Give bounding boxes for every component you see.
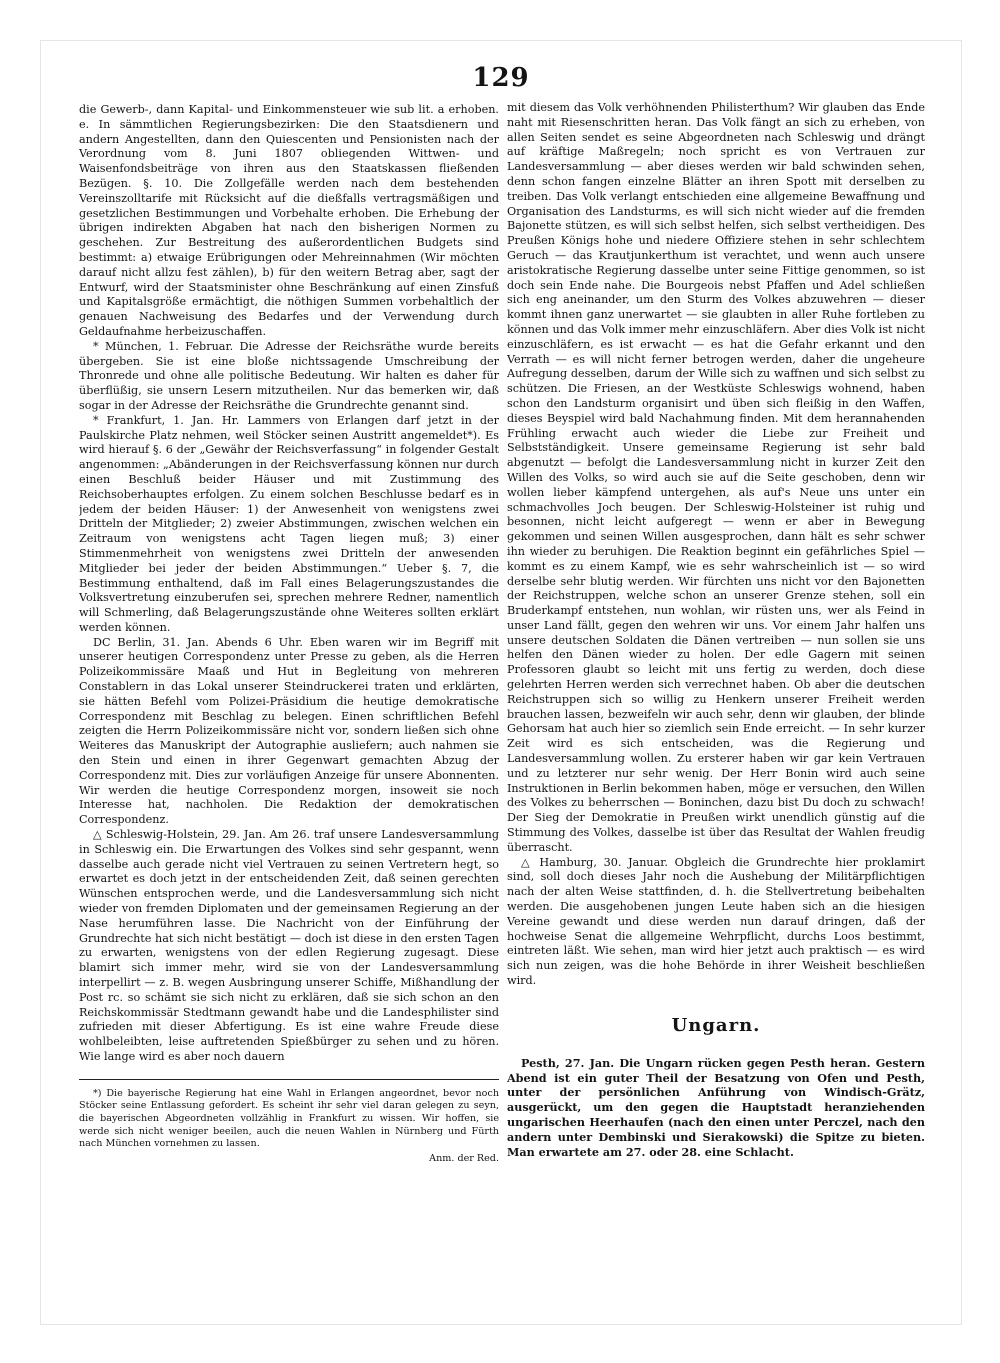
- footnote-divider: [79, 1079, 499, 1080]
- page-number: 129: [472, 63, 530, 93]
- article-taxes-continuation: die Gewerb-, dann Kapital- und Einkommensteuer wie sub lit. a erhoben. e. In sämmtlichen Regierungsbezirken: Die den Staatsdienern und andern Angestellten, dann den Quiescenten und Pensionisten nach der Verordnung vom 8. Juni 1807 obliegenden Wittwen- und Waisenfondsbeiträge von ihren aus den Staatskassen fließenden Bezügen. §. 10. Die Zollgefälle werden nach dem bestehenden Vereinszolltarife mit Rücksicht auf die dießfalls vertragsmäßigen und gesetzlichen Bestimmungen und Vorbehalte erhoben. Die Erhebung der übrigen indirekten Abgaben hat nach den bisherigen Normen zu geschehen. Zur Bestreitung des außerordentlichen Budgets sind bestimmt: a) etwaige Erübrigungen oder Mehreinnahmen (Wir möchten darauf nicht allzu fest zählen), b) für den weitern Betrag aber, sagt der Entwurf, wird der Staatsminister ohne Beschränkung auf einen Zinsfuß und Kapitalsgröße ermächtigt, die nöthigen Summen vorbehaltlich der genauen Nachweisung des Bedarfes und der Verwendung durch Geldaufnahme herbeizuschaffen.: [79, 103, 499, 338]
- article-berlin: DC Berlin, 31. Jan. Abends 6 Uhr. Eben waren wir im Begriff mit unserer heutigen Correspondenz unter Presse zu geben, als die Herren Polizeikommissäre Maaß und Hut in Begleitung von mehreren Constablern in das Lokal unserer Steindruckerei traten und erklärten, sie hätten Befehl vom Polizei-Präsidium die heutige demokratische Correspondenz mit Beschlag zu belegen. Einen schriftlichen Befehl zeigten die Herrn Polizeikommissäre nicht vor, sondern ließen sich ohne Weiteres das Manuskript der Autographie ausliefern; auch nahmen sie den Stein und einen in ihrer Gegenwart gemachten Abzug der Correspondenz mit. Dies zur vorläufigen Anzeige für unsere Abonnenten. Wir werden die heutige Correspondenz morgen, insoweit sie noch Interesse hat, nachholen. Die Redaktion der demokratischen Correspondenz.: [79, 635, 499, 827]
- footnote: [79, 1088, 499, 1166]
- ungarn-section: [507, 1056, 925, 1160]
- article-schleswig-holstein: △ Schleswig-Holstein, 29. Jan. Am 26. traf unsere Landesversammlung in Schleswig ein. Die Erwartungen des Volkes sind sehr gespannt, wenn dasselbe auch gerade nicht viel Vertrauen zu seinen Vertretern hegt, so erwartet es doch jetzt in der entscheidenden Zeit, daß seinen gerechten Wünschen entsprochen werde, und die Landesversammlung sich nicht wieder von fremden Diplomaten und der gemeinsamen Regierung an der Nase herumführen lasse. Die Nachricht von der Einführung der Grundrechte hat sich nicht bestätigt — doch ist diese in den ersten Tagen zu erwarten, wenigstens von der edlen Regierung zugesagt. Diese blamirt sich immer mehr, wird sie von der Landesversammlung interpellirt — z. B. wegen Ausbringung unserer Schiffe, Mißhandlung der Post rc. so schämt sie sich nicht zu erklären, daß sie sich schon an den Reichskommissär Stedtmann gewandt habe und die Landesphilister sind zufrieden mit dieser Abfertigung. Es ist eine wahre Freude diese wohlbeleibten, leise auftretenden Spießbürger zu sehen und zu hören. Wie lange wird es aber noch dauern: [79, 828, 499, 1063]
- newspaper-page: [40, 40, 962, 1325]
- footnote-signature: Anm. der Red.: [429, 1152, 499, 1164]
- article-muenchen: * München, 1. Februar. Die Adresse der Reichsräthe wurde bereits übergeben. Sie ist eine bloße nichtssagende Umschreibung der Thronrede und ohne alle politische Bedeutung. Wir halten es daher für überflüßig, sie unsern Lesern mitzutheilen. Nur das bemerken wir, daß sogar in der Adresse der Reichsräthe die Grundrechte genannt sind.: [79, 339, 499, 412]
- right-column: [507, 101, 925, 1159]
- left-column: [79, 101, 499, 1165]
- section-title-ungarn: Ungarn.: [671, 1014, 761, 1036]
- article-frankfurt: * Frankfurt, 1. Jan. Hr. Lammers von Erlangen darf jetzt in der Paulskirche Platz nehmen, weil Stöcker seinen Austritt angemeldet*). Es wird hierauf §. 6 der „Gewähr der Reichsverfassung“ in folgender Gestalt angenommen: „Abänderungen in der Reichsverfassung können nur durch einen Beschluß beider Häuser und mit Zustimmung des Reichsoberhauptes erfolgen. Zu einem solchen Beschlusse bedarf es in jedem der beiden Häuser: 1) der Anwesenheit von wenigstens zwei Dritteln der Mitglieder; 2) zweier Abstimmungen, zwischen welchen ein Zeitraum von wenigstens acht Tagen liegen muß; 3) einer Stimmenmehrheit von wenigstens zwei Dritteln der anwesenden Mitglieder bei jeder der beiden Abstimmungen.“ Ueber §. 7, die Bestimmung enthaltend, daß im Fall eines Belagerungszustandes die Volksvertretung einzuberufen sei, sprechen mehrere Redner, namentlich will Schmerling, daß Belagerungszustände ohne Weiteres sollten erklärt werden können.: [79, 413, 499, 634]
- article-pesth: Pesth, 27. Jan. Die Ungarn rücken gegen Pesth heran. Gestern Abend ist ein guter Theil der Besatzung von Ofen und Pesth, unter der persönlichen Anführung von Windisch-Grätz, ausgerückt, um den gegen die Hauptstadt heranziehenden ungarischen Heerhaufen (nach den einen unter Perczel, nach den andern unter Dembinski und Sierakowski) die Spitze zu bieten. Man erwartete am 27. oder 28. eine Schlacht.: [507, 1055, 925, 1159]
- article-schleswig-holstein-continued: mit diesem das Volk verhöhnenden Philisterthum? Wir glauben das Ende naht mit Riesenschritten heran. Das Volk fängt an sich zu erheben, von allen Seiten sendet es seine Abgeordneten nach Schleswig und drängt auf kräftige Maßregeln; noch spricht es von Vertrauen zur Landesversammlung — aber dieses werden wir bald schwinden sehen, denn schon fangen einzelne Blätter an ihren Spott mit derselben zu treiben. Das Volk verlangt entschieden eine allgemeine Bewaffnung und Organisation des Landsturms, es will sich nicht wieder auf die fremden Bajonette stützen, es will sich selbst helfen, sich selbst vertheidigen. Des Preußen Königs hohe und niedere Offiziere stehen in sehr schlechtem Geruch — das Krautjunkerthum ist verachtet, und wenn auch unsere aristokratische Regierung dasselbe unter seine Fittige genommen, so ist doch sein Ende nahe. Die Bourgeois nebst Pfaffen und Adel schließen sich eng aneinander, um den Sturm des Volkes abzuwehren — dieser kommt ihnen ganz unerwartet — sie glaubten in aller Ruhe fortleben zu können und das Volk immer mehr einzuschläfern. Aber dies Volk ist nicht einzuschläfern, es ist erwacht — es hat die Gefahr erkannt und den Verrath — es will nicht ferner betrogen werden, daher die ungeheure Aufregung desselben, darum der Wille sich zu waffnen und sich selbst zu schützen. Die Friesen, an der Westküste Schleswigs wohnend, haben schon den Landsturm organisirt und üben sich fleißig in den Waffen, dieses Beyspiel wird bald Nachahmung finden. Mit dem herannahenden Frühling erwacht auch wieder die Liebe zur Freiheit und Selbstständigkeit. Unsere gemeinsame Regierung ist sehr bald abgenutzt — befolgt die Landesversammlung nicht in kurzer Zeit den Willen des Volks, so wird auch sie auf die Seite geschoben, denn wir wollen lieber kämpfend untergehen, als auf's Neue uns unter ein schmachvolles Joch beugen. Der Schleswig-Holsteiner ist ruhig und besonnen, nicht leicht aufgeregt — wenn er aber in Bewegung gekommen und seinen Willen ausgesprochen, dann hält es sehr schwer ihn wieder zu beruhigen. Die Reaktion beginnt ein gefährliches Spiel — kommt es zu einem Kampf, wie es sehr wahrscheinlich ist — so wird derselbe sehr blutig werden. Wir fürchten uns nicht vor den Bajonetten der Reichstruppen, welche schon an unserer Grenze stehen, soll ein Bruderkampf entstehen, nun wohlan, wir rüsten uns, wer als Feind in unser Land fällt, gegen den wehren wir uns. Vor einem Jahr halfen uns unsere deutschen Soldaten die Dänen vertreiben — nun sollen sie uns helfen den Dänen wieder zu holen. Der edle Gagern mit seinen Professoren glaubt so leicht mit uns fertig zu werden, doch diese gelehrten Herren werden sich verrechnet haben. Ob aber die deutschen Reichstruppen sich so willig zu Henkern unserer Freiheit werden brauchen lassen, bezweifeln wir auch sehr, denn wir glauben, der blinde Gehorsam hat auch hier so ziemlich sein Ende erreicht. — In sehr kurzer Zeit wird es sich entscheiden, was die Regierung und Landesversammlung wollen. Zu ersterer haben wir gar kein Vertrauen und zu letzterer nur sehr wenig. Der Herr Bonin wird auch seine Instruktionen in Berlin bekommen haben, möge er versuchen, den Willen des Volkes zu beherrschen — Boninchen, dazu bist Du doch zu schwach! Der Sieg der Demokratie in Preußen wirkt unendlich günstig auf die Stimmung des Volkes, dasselbe ist über das Resultat der Wahlen freudig überrascht.: [507, 101, 925, 854]
- article-hamburg: △ Hamburg, 30. Januar. Obgleich die Grundrechte hier proklamirt sind, soll doch dieses Jahr noch die Aushebung der Militärpflichtigen nach der alten Weise stattfinden, d. h. die Stellvertretung beibehalten werden. Die ausgehobenen jungen Leute haben sich an die hiesigen Vereine gewandt und diese werden nun darauf dringen, daß der hochweise Senat die allgemeine Wehrpflicht, durchs Loos bestimmt, eintreten läßt. Wie sehen, man wird hier jetzt auch praktisch — es wird sich nun zeigen, was die hohe Behörde in ihrer Weisheit beschließen wird.: [507, 855, 925, 988]
- footnote-text: *) Die bayerische Regierung hat eine Wahl in Erlangen angeordnet, bevor noch Stöcker seine Entlassung gefordert. Es scheint ihr sehr viel daran gelegen zu seyn, die bayerischen Abgeordneten vollzählig in Frankfurt zu wissen. Wir hoffen, sie werde sich nicht weniger beeilen, auch die neuen Wahlen in Nürnberg und Fürth nach München vornehmen zu lassen.: [79, 1087, 499, 1150]
